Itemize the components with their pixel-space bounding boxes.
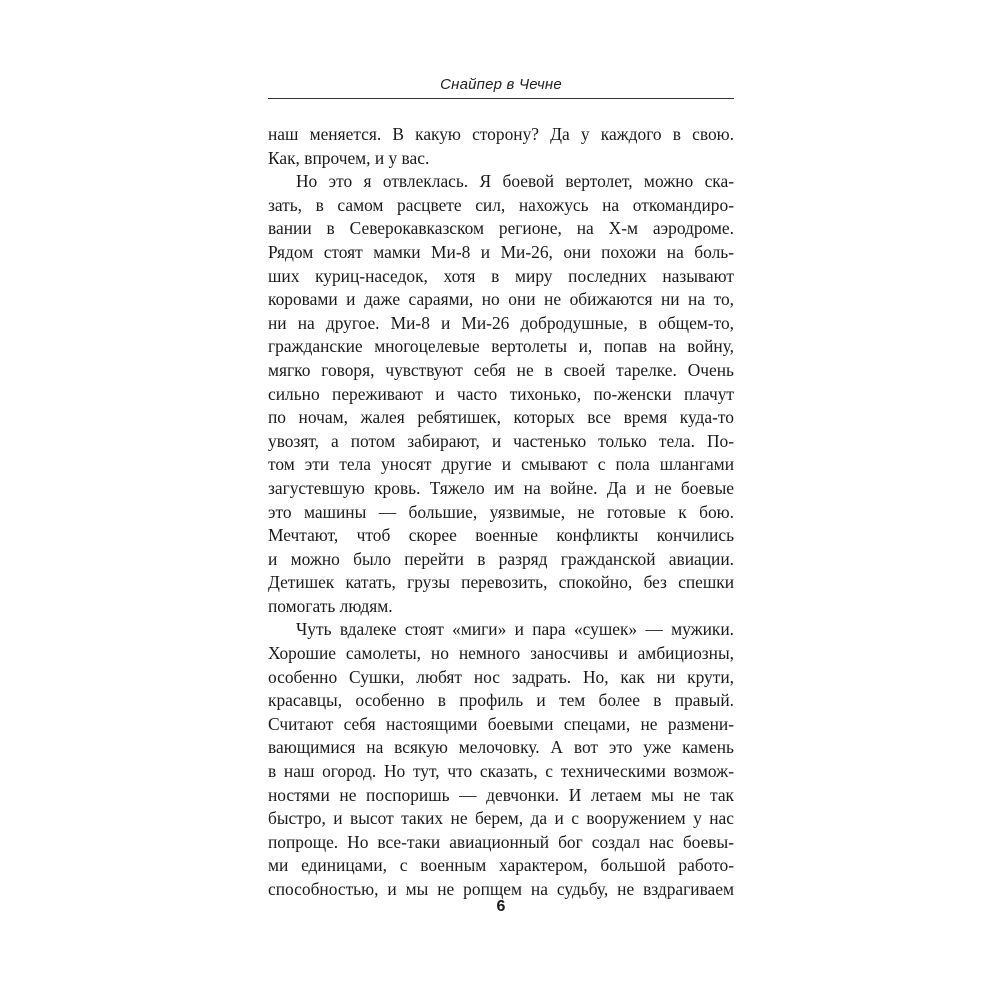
text-line: способностью, и мы не ропщем на судьбу, не вздрагиваем [268,879,734,899]
text-line: помогать людям. [268,595,393,616]
text-line: ших куриц-наседок, хотя в миру последних называют [268,265,734,286]
text-line: мягко говоря, чувствуют себя не в своей тарелке. Очень [268,359,734,380]
text-line: Хорошие самолеты, но немного заносчивы и амбициозны, [268,643,734,664]
text-line: Чуть вдалеке стоят «миги» и пара «сушек» — мужики. [296,619,734,640]
text-line: Рядом стоят мамки Ми-8 и Ми-26, они похожи на боль- [268,241,734,262]
text-line: по ночам, жалея ребятишек, которых все время куда-то [268,407,734,428]
text-line: красавцы, особенно в профиль и тем более в правый. [268,690,734,711]
text-line: ностями не поспоришь — девчонки. И летаем мы не так [268,784,734,805]
text-line: сильно переживают и часто тихонько, по-женски плачут [268,383,734,404]
text-line: вании в Северокавказском регионе, на Х-м аэродроме. [268,218,734,239]
text-line: в наш огород. Но тут, что сказать, с техническими возмож- [268,761,734,782]
text-line: наш меняется. В какую сторону? Да у каждого в свою. [268,124,734,144]
text-line: ми единицами, с военным характером, большой работо- [268,855,734,876]
text-line: увозят, а потом забирают, и частенько только тела. По- [268,430,734,451]
text-line: быстро, и высот таких не берем, да и с вооружением у нас [268,808,734,829]
text-line: ни на другое. Ми-8 и Ми-26 добродушные, в общем-то, [268,312,734,333]
text-line: попроще. Но все-таки авиационный бог создал нас боевы- [268,831,734,852]
header-rule [268,98,734,99]
text-line: загустевшую кровь. Тяжело им на войне. Да и не боевые [268,477,734,498]
text-line: зать, в самом расцвете сил, нахожусь на откомандиро- [268,194,734,215]
text-line: том эти тела уносят другие и смывают с пола шлангами [268,454,734,475]
text-line: вающимися на всякую мелочовку. А вот это уже камень [268,737,734,758]
text-line: Мечтают, чтоб скорее военные конфликты кончились [268,525,734,546]
text-line: и можно было перейти в разряд гражданской авиации. [268,548,734,569]
text-line: Считают себя настоящими боевыми спецами, не размени- [268,713,734,734]
text-line: гражданские многоцелевые вертолеты и, попав на войну, [268,336,734,357]
text-line: особенно Сушки, любят нос задрать. Но, как ни крути, [268,666,734,687]
text-line: это машины — большие, уязвимые, не готовые к бою. [268,501,734,522]
text-line: Как, впрочем, и у вас. [268,147,430,168]
body-text [268,123,734,902]
running-head: Снайпер в Чечне [440,76,562,93]
text-line: Детишек катать, грузы перевозить, спокойно, без спешки [268,572,734,593]
page-number: 6 [496,898,506,915]
text-line: коровами и даже сараями, но они не обижаются ни на то, [268,289,734,310]
text-line: Но это я отвлеклась. Я боевой вертолет, можно ска- [296,171,734,192]
